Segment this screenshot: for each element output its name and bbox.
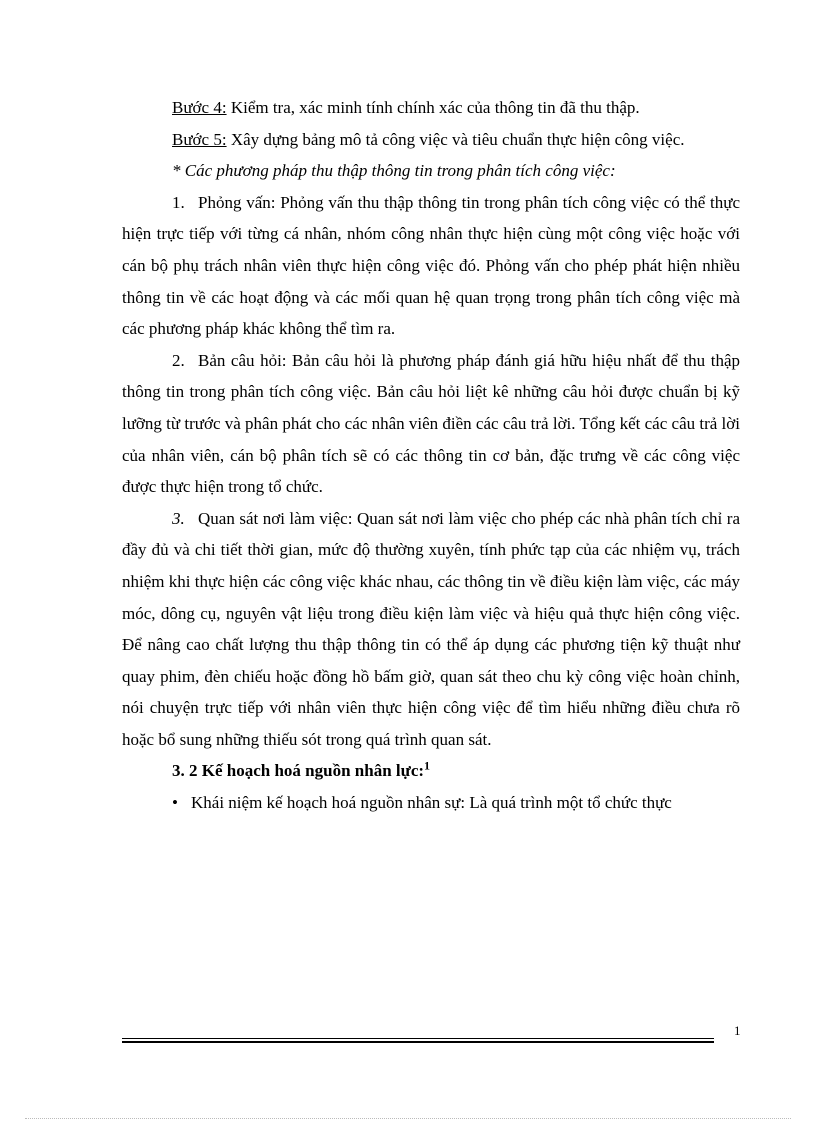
- bullet-icon: •: [172, 793, 178, 813]
- step-5-paragraph: [122, 124, 740, 156]
- page-bottom-dotted-line: [25, 1118, 791, 1119]
- footer-rule-thin: [122, 1038, 714, 1039]
- step-5-text: Xây dựng bảng mô tả công việc và tiêu chuẩn thực hiện công việc.: [226, 129, 685, 149]
- step-4-text: Kiểm tra, xác minh tính chính xác của thông tin đã thu thập.: [226, 98, 640, 117]
- method-observation: [122, 503, 740, 756]
- body-text: [122, 92, 740, 819]
- item-1-text: Phỏng vấn: Phỏng vấn thu thập thông tin trong phân tích công việc có thể thực hiện trực tiếp với từng cá nhân, nhóm công nhân thực hiện cùng một công việc hoặc với cán bộ phụ trách nhân viên thực hiện công việc đó. Phỏng vấn cho phép phát hiện nhiều thông tin về các hoạt động và các mối quan hệ quan trọng trong phân tích công việc mà các phương pháp khác không thể tìm ra.: [122, 192, 740, 339]
- section-heading-text: 3. 2 Kế hoạch hoá nguồn nhân lực:: [172, 761, 425, 781]
- step-5-label: Bước 5:: [172, 129, 227, 149]
- item-1-number: 1.: [172, 192, 185, 212]
- item-3-number: 3.: [172, 508, 185, 528]
- item-2-number: 2.: [172, 350, 185, 370]
- item-2-text: Bản câu hỏi: Bản câu hỏi là phương pháp đánh giá hữu hiệu nhất để thu thập thông tin trong phân tích công việc. Bản câu hỏi liệt kê những câu hỏi được chuẩn bị kỹ lưỡng từ trước và phân phát cho các nhân viên điền các câu trả lời. Tổng kết các câu trả lời của nhân viên, cán bộ phân tích sẽ có các thông tin cơ bản, đặc trưng về các công việc được thực hiện trong tổ chức.: [122, 350, 740, 497]
- step-4-paragraph: [122, 92, 740, 124]
- step-4-label: Bước 4:: [172, 98, 227, 117]
- item-3-text: Quan sát nơi làm việc: Quan sát nơi làm việc cho phép các nhà phân tích chỉ ra đầy đủ và chi tiết thời gian, mức độ thường xuyên, tính phức tạp của các nhiệm vụ, trách nhiệm khi thực hiện các công việc khác nhau, các thông tin về điều kiện làm việc, các máy móc, dông cụ, nguyên vật liệu trong điều kiện làm việc và hiệu quả thực hiện công việc. Để nâng cao chất lượng thu thập thông tin có thể áp dụng các phương tiện kỹ thuật như quay phim, đèn chiếu hoặc đồng hồ bấm giờ, quan sát theo chu kỳ công việc hoàn chỉnh, nói chuyện trực tiếp với nhân viên thực hiện công việc để tìm hiểu những điều chưa rõ hoặc bổ sung những thiếu sót trong quá trình quan sát.: [122, 508, 740, 749]
- method-questionnaire: [122, 345, 740, 503]
- bullet-text: Khái niệm kế hoạch hoá nguồn nhân sự: Là quá trình một tổ chức thực: [191, 793, 672, 813]
- methods-heading: * Các phương pháp thu thập thông tin trong phân tích công việc:: [172, 161, 616, 181]
- footer-rule-thick: [122, 1041, 714, 1043]
- section-heading: [122, 755, 740, 787]
- method-interview: [122, 187, 740, 345]
- page-number: 1: [734, 1023, 741, 1038]
- bullet-item: [122, 787, 740, 819]
- footnote-marker: 1: [424, 758, 431, 773]
